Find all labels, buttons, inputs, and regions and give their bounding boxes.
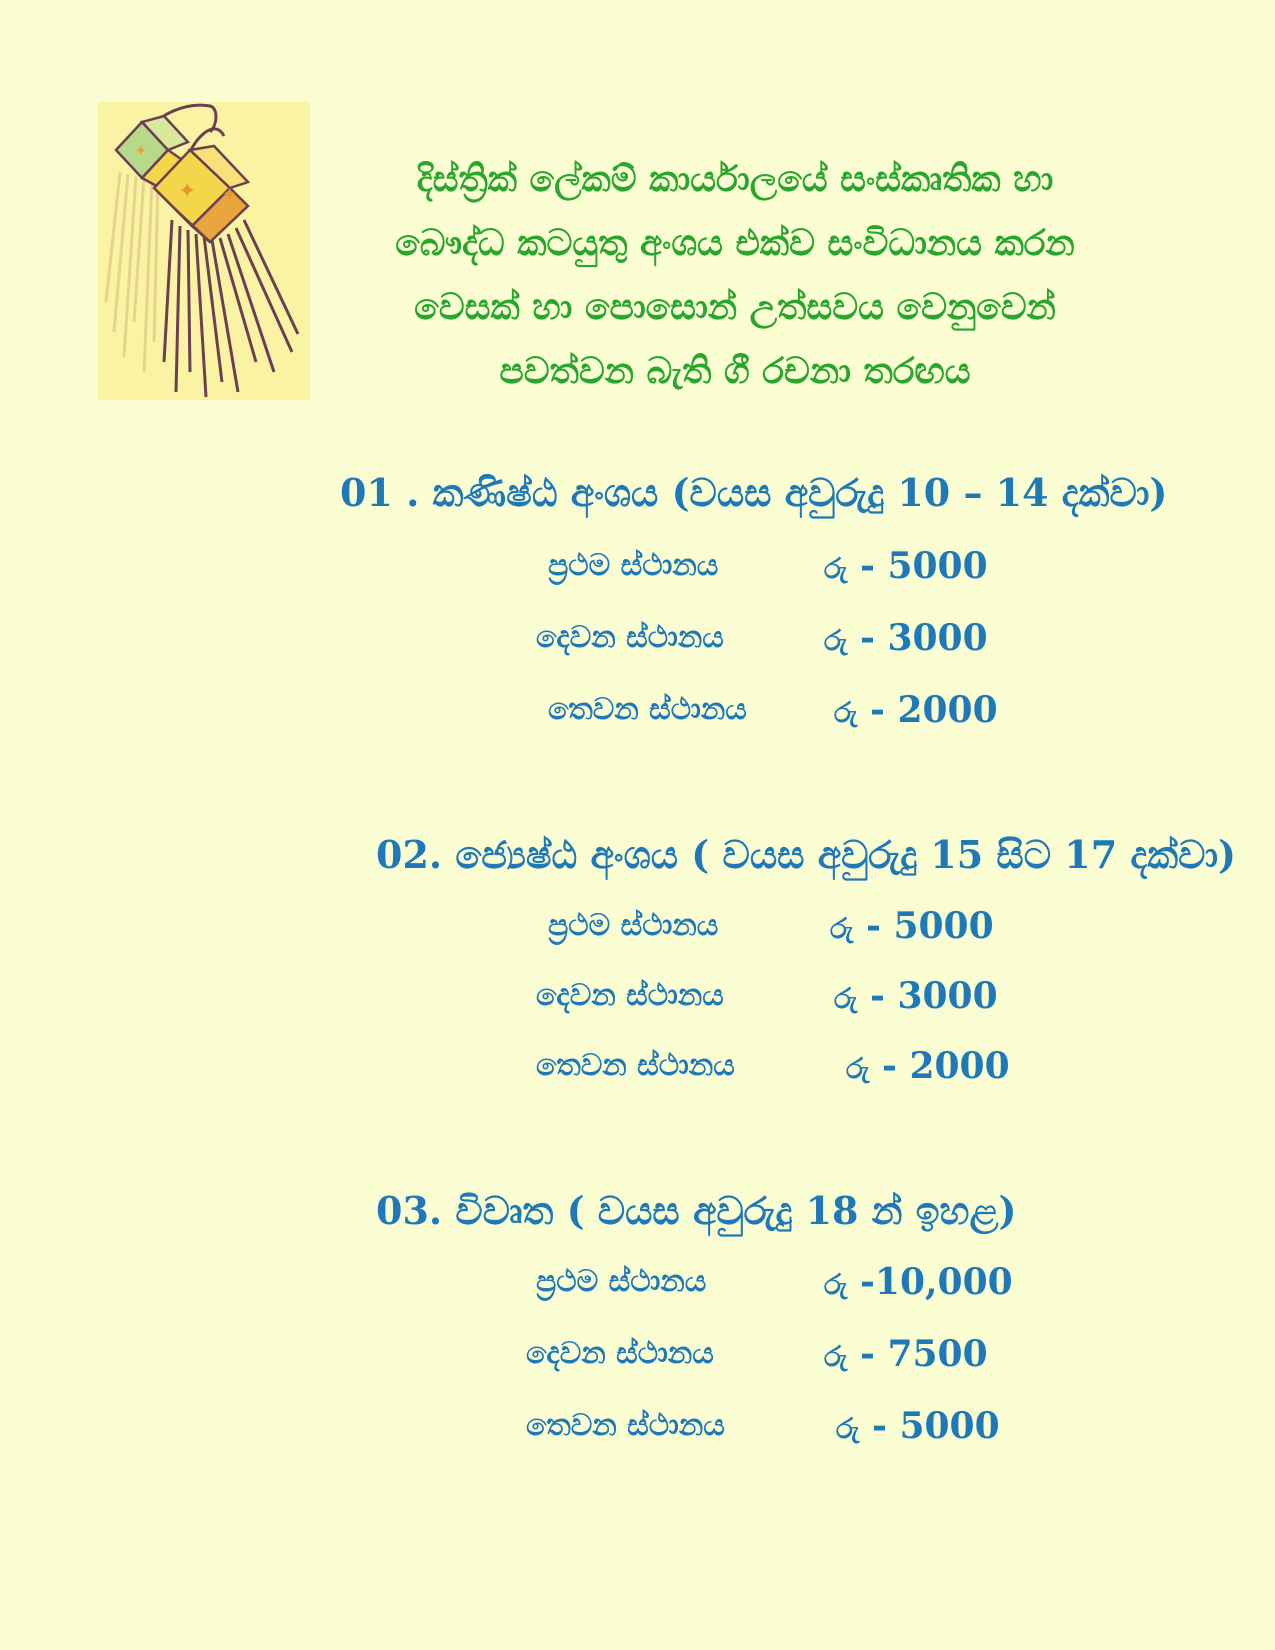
currency-label: රු bbox=[830, 912, 854, 945]
heading-line-3: වෙසක් හා පොසොන් උත්සවය වෙනුවෙන් bbox=[414, 287, 1056, 328]
currency-label: රු bbox=[824, 624, 848, 657]
currency-label: රු bbox=[836, 1412, 860, 1445]
currency-label: රු bbox=[824, 1340, 848, 1373]
prize-row bbox=[526, 1330, 1006, 1378]
section-title-junior: 01 . කණිෂ්ඨ අංශය (වයස අවුරුදු 10 – 14 දක්වා) bbox=[340, 470, 1168, 515]
prize-row bbox=[536, 1258, 1016, 1306]
svg-text:✦: ✦ bbox=[178, 179, 197, 204]
section-title-senior: 02. ජ්‍යෙෂ්ඨ අංශය ( වයස අවුරුදු 15 සිට 17 දක්වා) bbox=[376, 832, 1236, 877]
prize-place: දෙවන ස්ථානය bbox=[536, 978, 724, 1013]
prize-row bbox=[526, 1402, 1006, 1450]
section-title-open: 03. විවෘත ( වයස අවුරුදු 18 න් ඉහළ) bbox=[376, 1188, 1017, 1233]
vesak-lanterns-icon bbox=[98, 102, 310, 400]
heading-line-1: දිස්ත්‍රික් ලේකම් කාර්යාලයේ සංස්කෘතික හා bbox=[416, 159, 1054, 200]
prize-place: තෙවන ස්ථානය bbox=[536, 1048, 735, 1083]
heading-line-2: බෞද්ධ කටයුතු අංශය එක්ව සංවිධානය කරන bbox=[395, 223, 1075, 264]
prize-row bbox=[548, 542, 988, 590]
prize-amount: - 5000 bbox=[865, 905, 994, 947]
currency-label: රු bbox=[834, 982, 858, 1015]
prize-row bbox=[536, 614, 996, 662]
prize-amount: - 3000 bbox=[869, 975, 998, 1017]
prize-row bbox=[536, 972, 996, 1020]
svg-text:✦: ✦ bbox=[222, 184, 238, 205]
prize-amount: - 5000 bbox=[859, 545, 988, 587]
prize-place: තෙවන ස්ථානය bbox=[526, 1408, 725, 1443]
currency-label: රු bbox=[846, 1052, 870, 1085]
prize-row bbox=[536, 1042, 1016, 1090]
prize-amount: - 3000 bbox=[859, 617, 988, 659]
currency-label: රු bbox=[824, 1268, 848, 1301]
currency-label: රු bbox=[834, 696, 858, 729]
prize-place: දෙවන ස්ථානය bbox=[526, 1336, 714, 1371]
prize-place: ප්‍රථම ස්ථානය bbox=[536, 1264, 707, 1299]
announcement-heading bbox=[320, 148, 1150, 404]
prize-place: දෙවන ස්ථානය bbox=[536, 620, 724, 655]
prize-place: ප්‍රථම ස්ථානය bbox=[548, 548, 719, 583]
prize-amount: -10,000 bbox=[859, 1261, 1013, 1303]
prize-amount: - 2000 bbox=[869, 689, 998, 731]
heading-line-4: පවත්වන බැති ගී රචනා තරඟය bbox=[499, 351, 971, 392]
svg-text:✦: ✦ bbox=[134, 141, 148, 160]
prize-amount: - 2000 bbox=[881, 1045, 1010, 1087]
prize-amount: - 5000 bbox=[871, 1405, 1000, 1447]
prize-row bbox=[548, 686, 1008, 734]
prize-amount: - 7500 bbox=[859, 1333, 988, 1375]
prize-place: ප්‍රථම ස්ථානය bbox=[548, 908, 719, 943]
prize-row bbox=[548, 902, 998, 950]
prize-place: තෙවන ස්ථානය bbox=[548, 692, 747, 727]
currency-label: රු bbox=[824, 552, 848, 585]
